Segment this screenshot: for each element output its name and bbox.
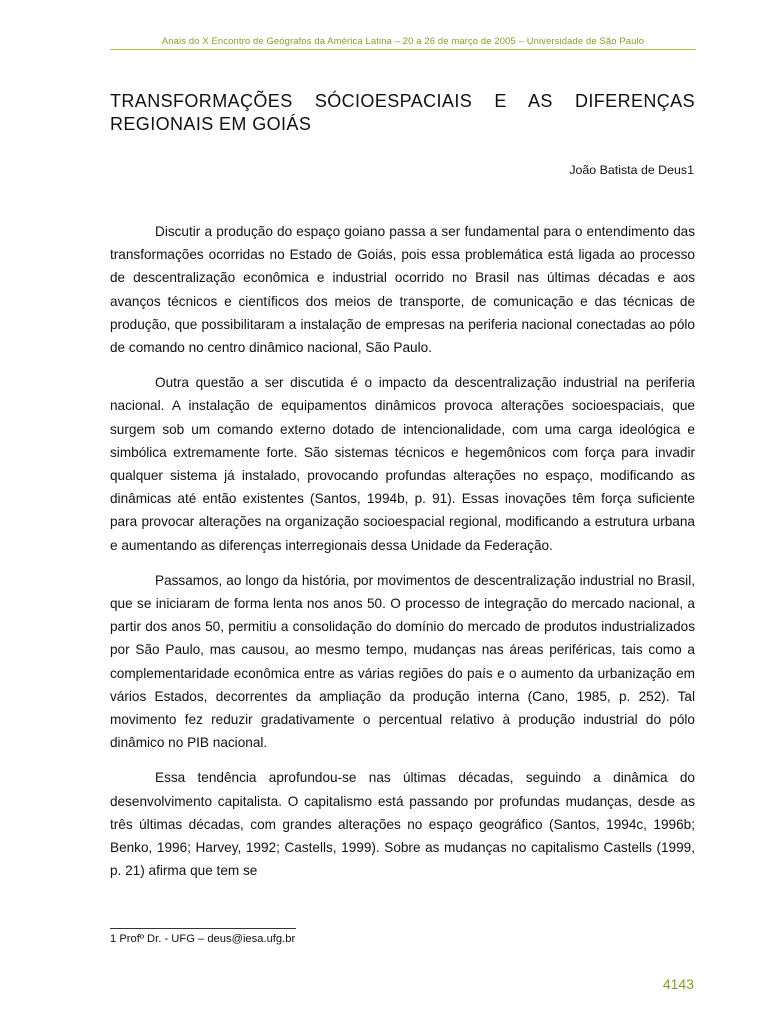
article-title-line-1: TRANSFORMAÇÕES SÓCIOESPACIAIS E AS DIFERENÇAS (110, 91, 695, 111)
page-number: 4143 (662, 976, 694, 992)
article-body (110, 220, 695, 894)
paragraph-2: Outra questão a ser discutida é o impacto da descentralização industrial na periferia nacional. A instalação de equipamentos dinâmicos provoca alterações socioespaciais, que surgem sob um comando externo dotado de intencionalidade, com uma carga ideológica e simbólica extremamente forte. São sistemas técnicos e hegemônicos com força para invadir qualquer sistema já instalado, provocando profundas alterações no espaço, modificando as dinâmicas até então existentes (Santos, 1994b, p. 91). Essas inovações têm força suficiente para provocar alterações na organização socioespacial regional, modificando a estrutura urbana e aumentando as diferenças interregionais dessa Unidade da Federação. (110, 375, 695, 553)
article-title (110, 90, 695, 136)
paragraph-4: Essa tendência aprofundou-se nas últimas décadas, seguindo a dinâmica do desenvolvimento capitalista. O capitalismo está passando por profundas mudanças, desde as três últimas décadas, com grandes alterações no espaço geográfico (Santos, 1994c, 1996b; Benko, 1996; Harvey, 1992; Castells, 1999). Sobre as mudanças no capitalismo Castells (1999, p. 21) afirma que tem se (110, 770, 695, 879)
footnote: 1 Profº Dr. - UFG – deus@iesa.ufg.br (110, 933, 296, 945)
author-name: João Batista de Deus1 (569, 163, 694, 177)
header-divider (110, 49, 696, 50)
paragraph-3: Passamos, ao longo da história, por movimentos de descentralização industrial no Brasil, que se iniciaram de forma lenta nos anos 50. O processo de integração do mercado nacional, a partir dos anos 50, permitiu a consolidação do domínio do mercado de produtos industrializados por São Paulo, mas causou, ao mesmo tempo, mudanças nas áreas periféricas, tais como a complementaridade econômica entre as várias regiões do país e o aumento da urbanização em vários Estados, decorrentes da ampliação da produção interna (Cano, 1985, p. 252). Tal movimento fez reduzir gradativamente o percentual relativo à produção industrial do pólo dinâmico no PIB nacional. (110, 572, 695, 751)
paragraph-1: Discutir a produção do espaço goiano passa a ser fundamental para o entendimento das transformações ocorridas no Estado de Goiás, pois essa problemática está ligada ao processo de descentralização econômica e industrial ocorrido no Brasil nas últimas décadas e aos avanços técnicos e científicos dos meios de transporte, de comunicação e das técnicas de produção, que possibilitaram a instalação de empresas na periferia nacional conectadas ao pólo de comando no centro dinâmico nacional, São Paulo. (110, 224, 695, 356)
footnote-divider (110, 928, 296, 929)
running-header: Anais do X Encontro de Geógrafos da América Latina – 20 a 26 de março de 2005 – Universidade de São Paulo (161, 35, 645, 46)
article-title-line-2: REGIONAIS EM GOIÁS (110, 114, 312, 134)
